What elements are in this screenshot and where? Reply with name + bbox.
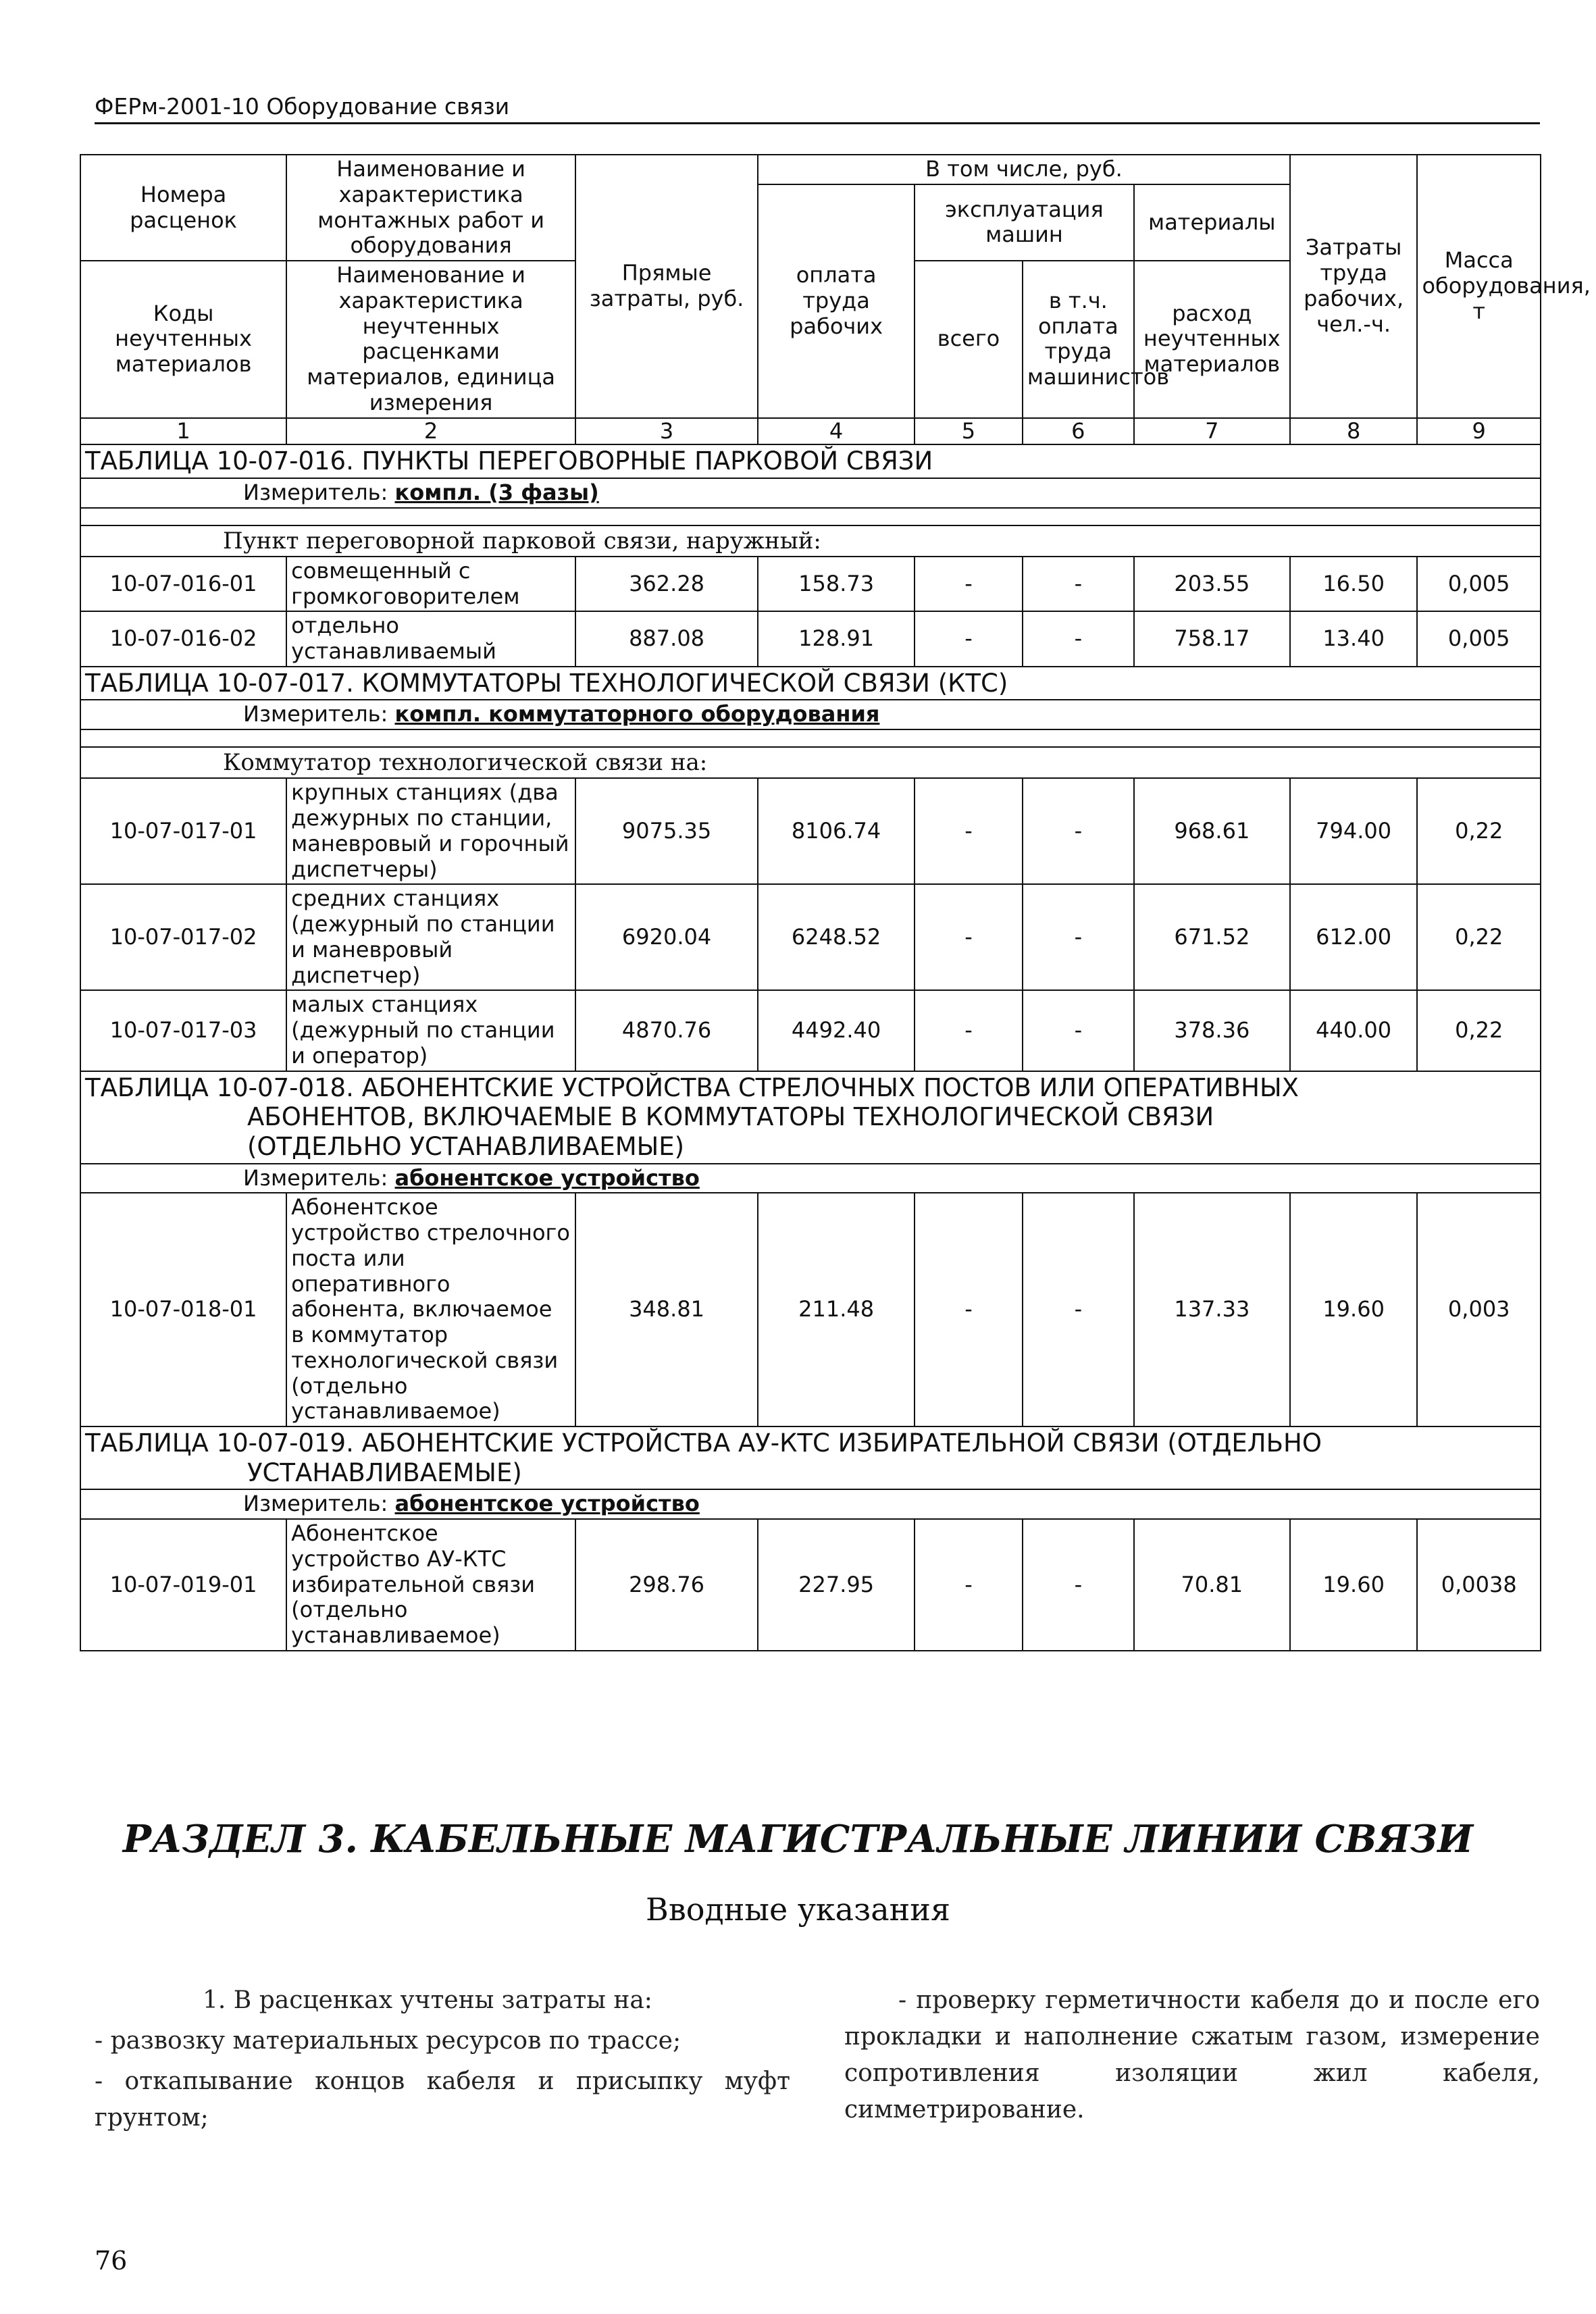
head-codes-top: Номера расценок — [80, 155, 286, 261]
work-name: совмещенный с громкоговорителем — [286, 557, 575, 612]
rate-code: 10-07-017-03 — [80, 990, 286, 1071]
price-table — [80, 154, 1591, 1651]
table-row — [80, 557, 1541, 612]
group-title: Коммутатор технологической связи на: — [80, 747, 1541, 778]
labor-pay: 6248.52 — [758, 884, 915, 990]
col-number: 8 — [1290, 418, 1418, 445]
machines-labor: - — [1023, 611, 1134, 667]
machines-labor: - — [1023, 884, 1134, 990]
work-name: малых станциях (дежурный по станции и оператор) — [286, 990, 575, 1071]
machines-labor: - — [1023, 1519, 1134, 1651]
labor-hours: 13.40 — [1290, 611, 1418, 667]
group-row — [80, 747, 1541, 778]
group-row — [80, 525, 1541, 557]
direct-costs: 362.28 — [575, 557, 758, 612]
machines-total: - — [915, 1193, 1023, 1426]
measure-row — [80, 1489, 1541, 1519]
rate-code: 10-07-017-02 — [80, 884, 286, 990]
machines-labor: - — [1023, 778, 1134, 884]
materials: 203.55 — [1134, 557, 1290, 612]
col-number: 2 — [286, 418, 575, 445]
table-title-row — [80, 1426, 1541, 1489]
page-number: 76 — [95, 2246, 128, 2276]
intro-heading: Вводные указания — [646, 1891, 950, 1928]
head-row-1 — [80, 155, 1541, 184]
table-row — [80, 990, 1541, 1071]
head-machines-labor: в т.ч. оплата труда машинистов — [1023, 261, 1134, 418]
direct-costs: 298.76 — [575, 1519, 758, 1651]
head-name-bottom: Наименование и характеристика неучтенных расценками материалов, единица измерения — [286, 261, 575, 418]
table-row — [80, 611, 1541, 667]
labor-hours: 16.50 — [1290, 557, 1418, 612]
head-labor-hours: Затраты труда рабочих, чел.-ч. — [1290, 155, 1418, 418]
rate-code: 10-07-016-02 — [80, 611, 286, 667]
mass: 0,22 — [1417, 778, 1541, 884]
column-numbers-row — [80, 418, 1541, 445]
mass: 0,22 — [1417, 990, 1541, 1071]
rate-code: 10-07-017-01 — [80, 778, 286, 884]
measure-unit: Измеритель: компл. (3 фазы) — [80, 478, 1541, 508]
head-name-top: Наименование и характеристика монтажных работ и оборудования — [286, 155, 575, 261]
labor-hours: 794.00 — [1290, 778, 1418, 884]
direct-costs: 887.08 — [575, 611, 758, 667]
direct-costs: 4870.76 — [575, 990, 758, 1071]
intro-right-column — [844, 1982, 1540, 2132]
running-header: ФЕРм-2001-10 Оборудование связи — [95, 93, 1540, 124]
table-title: ТАБЛИЦА 10-07-019. АБОНЕНТСКИЕ УСТРОЙСТВА АУ-КТС ИЗБИРАТЕЛЬНОЙ СВЯЗИ (ОТДЕЛЬНО УСТАНАВЛИВАЕМЫЕ) — [80, 1426, 1541, 1489]
table-title-row — [80, 667, 1541, 700]
table-title: ТАБЛИЦА 10-07-017. КОММУТАТОРЫ ТЕХНОЛОГИЧЕСКОЙ СВЯЗИ (КТС) — [80, 667, 1541, 700]
head-materials-unaccounted: расход неучтенных материалов — [1134, 261, 1290, 418]
measure-row — [80, 700, 1541, 729]
labor-hours: 19.60 — [1290, 1519, 1418, 1651]
labor-pay: 128.91 — [758, 611, 915, 667]
labor-hours: 440.00 — [1290, 990, 1418, 1071]
direct-costs: 6920.04 — [575, 884, 758, 990]
work-name: отдельно устанавливаемый — [286, 611, 575, 667]
intro-left-column — [95, 1982, 790, 2140]
mass: 0,005 — [1417, 557, 1541, 612]
labor-pay: 227.95 — [758, 1519, 915, 1651]
work-name: крупных станциях (два дежурных по станции, маневровый и горочный диспетчеры) — [286, 778, 575, 884]
work-name: средних станциях (дежурный по станции и маневровый диспетчер) — [286, 884, 575, 990]
col-number: 1 — [80, 418, 286, 445]
machines-labor: - — [1023, 557, 1134, 612]
direct-costs: 348.81 — [575, 1193, 758, 1426]
head-codes-bottom: Коды неучтенных материалов — [80, 261, 286, 418]
materials: 70.81 — [1134, 1519, 1290, 1651]
col-number: 3 — [575, 418, 758, 445]
materials: 671.52 — [1134, 884, 1290, 990]
table-title-row — [80, 444, 1541, 478]
mass: 0,005 — [1417, 611, 1541, 667]
head-direct-costs: Прямые затраты, руб. — [575, 155, 758, 418]
measure-row — [80, 1164, 1541, 1193]
work-name: Абонентское устройство стрелочного поста или оперативного абонента, включаемое в коммутатор технологической связи (отдельно устанавливаемое) — [286, 1193, 575, 1426]
labor-hours: 19.60 — [1290, 1193, 1418, 1426]
machines-total: - — [915, 1519, 1023, 1651]
work-name: Абонентское устройство АУ-КТС избирательной связи (отдельно устанавливаемое) — [286, 1519, 575, 1651]
machines-total: - — [915, 884, 1023, 990]
head-materials: материалы — [1134, 184, 1290, 261]
materials: 968.61 — [1134, 778, 1290, 884]
rate-code: 10-07-019-01 — [80, 1519, 286, 1651]
machines-labor: - — [1023, 1193, 1134, 1426]
head-labor-pay: оплата труда рабочих — [758, 184, 915, 418]
table-row — [80, 1193, 1541, 1426]
col-number: 6 — [1023, 418, 1134, 445]
table-title: ТАБЛИЦА 10-07-018. АБОНЕНТСКИЕ УСТРОЙСТВА СТРЕЛОЧНЫХ ПОСТОВ ИЛИ ОПЕРАТИВНЫХ АБОНЕНТОВ, ВКЛЮЧАЕМЫЕ В КОММУТАТОРЫ ТЕХНОЛОГИЧЕСКОЙ СВЯЗИ (ОТДЕЛЬНО УСТАНАВЛИВАЕМЫЕ) — [80, 1071, 1541, 1164]
table-row — [80, 1519, 1541, 1651]
machines-total: - — [915, 990, 1023, 1071]
machines-total: - — [915, 557, 1023, 612]
measure-unit: Измеритель: абонентское устройство — [80, 1489, 1541, 1519]
mass: 0,003 — [1417, 1193, 1541, 1426]
table-title-row — [80, 1071, 1541, 1164]
measure-row — [80, 478, 1541, 508]
materials: 137.33 — [1134, 1193, 1290, 1426]
head-machines-total: всего — [915, 261, 1023, 418]
measure-unit: Измеритель: абонентское устройство — [80, 1164, 1541, 1193]
group-title: Пункт переговорной парковой связи, наружный: — [80, 525, 1541, 557]
labor-pay: 4492.40 — [758, 990, 915, 1071]
col-number: 9 — [1417, 418, 1541, 445]
col-number: 4 — [758, 418, 915, 445]
head-machines: эксплуатация машин — [915, 184, 1134, 261]
machines-total: - — [915, 611, 1023, 667]
machines-labor: - — [1023, 990, 1134, 1071]
machines-total: - — [915, 778, 1023, 884]
table-row — [80, 778, 1541, 884]
measure-unit: Измеритель: компл. коммутаторного оборудования — [80, 700, 1541, 729]
intro-paragraph: 1. В расценках учтены затраты на: — [203, 1986, 652, 2014]
labor-pay: 8106.74 — [758, 778, 915, 884]
table-title: ТАБЛИЦА 10-07-016. ПУНКТЫ ПЕРЕГОВОРНЫЕ ПАРКОВОЙ СВЯЗИ — [80, 444, 1541, 478]
labor-hours: 612.00 — [1290, 884, 1418, 990]
rate-code: 10-07-016-01 — [80, 557, 286, 612]
head-mass: Масса оборудования, т — [1417, 155, 1541, 418]
col-number: 5 — [915, 418, 1023, 445]
intro-paragraph: - откапывание концов кабеля и присыпку муфт грунтом; — [95, 2067, 790, 2132]
labor-pay: 211.48 — [758, 1193, 915, 1426]
col-number: 7 — [1134, 418, 1290, 445]
table-row — [80, 884, 1541, 990]
labor-pay: 158.73 — [758, 557, 915, 612]
rate-code: 10-07-018-01 — [80, 1193, 286, 1426]
materials: 758.17 — [1134, 611, 1290, 667]
direct-costs: 9075.35 — [575, 778, 758, 884]
section-title: РАЗДЕЛ 3. КАБЕЛЬНЫЕ МАГИСТРАЛЬНЫЕ ЛИНИИ СВЯЗИ — [122, 1817, 1474, 1861]
mass: 0,22 — [1417, 884, 1541, 990]
materials: 378.36 — [1134, 990, 1290, 1071]
head-including: В том числе, руб. — [758, 155, 1290, 184]
intro-paragraph: - развозку материальных ресурсов по трассе; — [95, 2027, 681, 2055]
mass: 0,0038 — [1417, 1519, 1541, 1651]
intro-paragraph: - проверку герметичности кабеля до и после его прокладки и наполнение сжатым газом, измерение сопротивления изоляции жил кабеля, симметрирование. — [844, 1986, 1540, 2124]
